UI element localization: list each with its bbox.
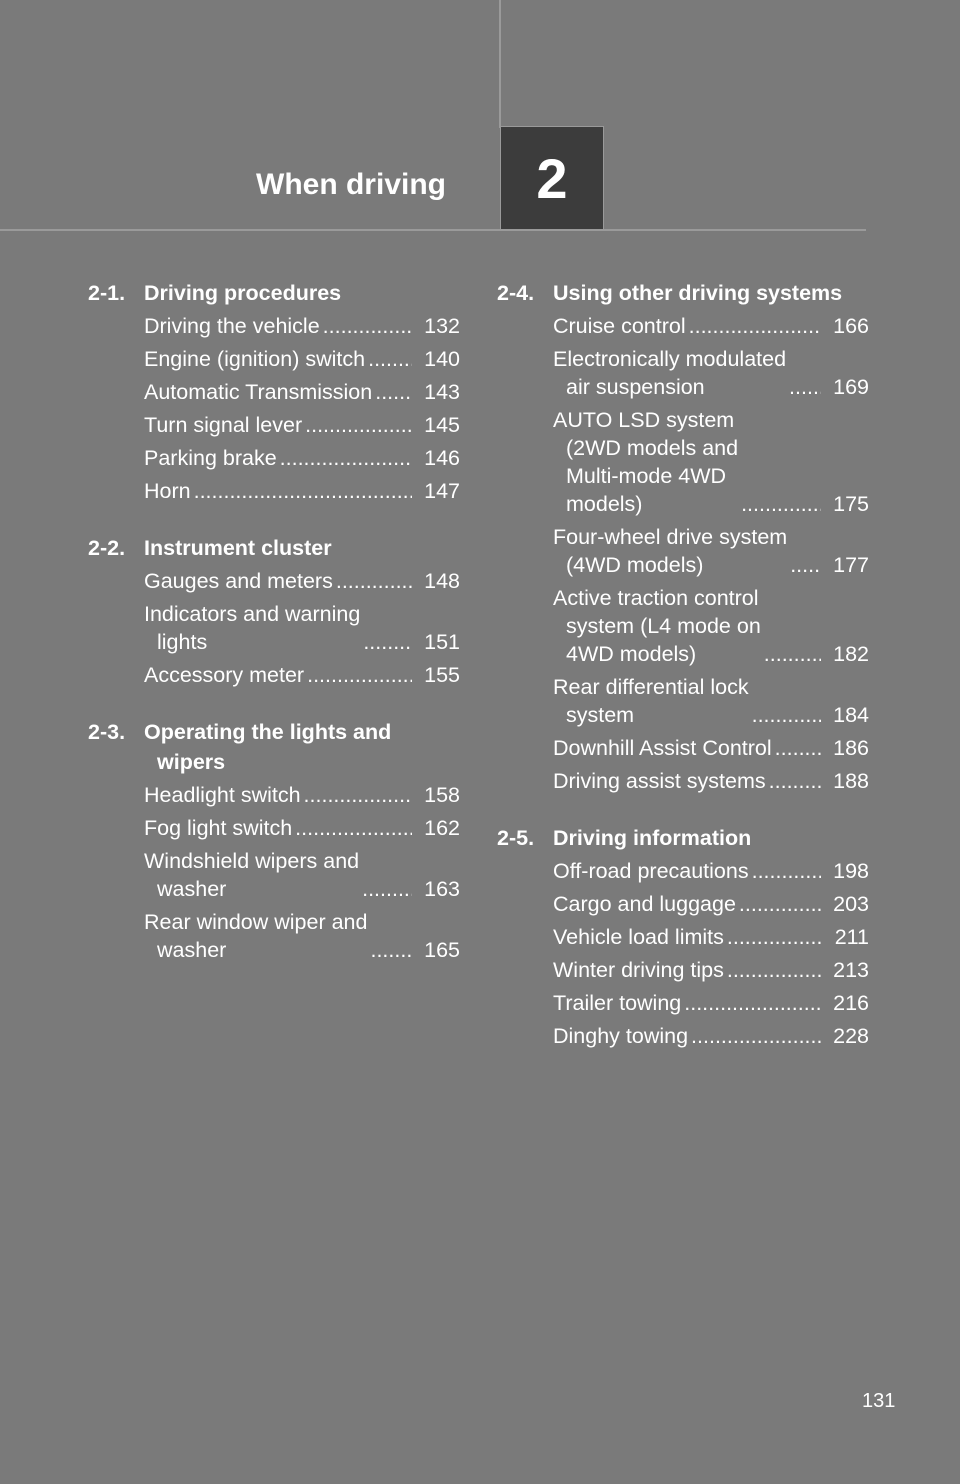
toc-entry-label[interactable]: Turn signal lever (144, 413, 303, 437)
toc-entry[interactable] (497, 406, 869, 518)
toc-entry-label[interactable]: Fog light switch (144, 816, 293, 840)
toc-entry-text (553, 767, 821, 795)
toc-entry[interactable] (497, 312, 869, 340)
header-vertical-rule (499, 0, 501, 128)
toc-entry-text (553, 584, 821, 668)
toc-entry-label[interactable]: Rear differential lock system (553, 675, 749, 727)
toc-entry-text (144, 908, 412, 964)
chapter-number-box (500, 126, 604, 230)
toc-entry[interactable] (497, 767, 869, 795)
toc-entry-label[interactable]: Cargo and luggage (553, 892, 736, 916)
dot-leader (191, 477, 412, 505)
toc-entry[interactable] (88, 908, 460, 964)
toc-entry-label[interactable]: Electronically modulated air suspension (553, 347, 787, 399)
dot-leader (359, 875, 412, 903)
dot-leader (372, 378, 412, 406)
toc-entry-label[interactable]: Parking brake (144, 446, 277, 470)
dot-leader (686, 312, 821, 340)
toc-entry[interactable] (497, 923, 869, 951)
dot-leader (301, 781, 412, 809)
dot-leader (360, 628, 412, 656)
toc-entry-label[interactable]: Active traction control system (L4 mode on 4WD models) (553, 586, 761, 666)
toc-entry-page[interactable]: 162 (424, 816, 460, 840)
toc-entry[interactable] (88, 847, 460, 903)
toc-entry-text (553, 406, 821, 518)
toc-entry-label[interactable]: Cruise control (553, 314, 686, 338)
dot-leader (766, 767, 821, 795)
toc-entry-page[interactable]: 143 (424, 380, 460, 404)
toc-entry-text (144, 567, 412, 595)
toc-entry-page[interactable]: 155 (424, 663, 460, 687)
toc-entry-label[interactable]: Downhill Assist Control (553, 736, 772, 760)
toc-entry-text (553, 890, 821, 918)
toc-entry-text (144, 781, 412, 809)
section-title: Driving procedures (144, 281, 342, 305)
toc-entry-page[interactable]: 198 (833, 859, 869, 883)
toc-entry-page[interactable]: 163 (424, 877, 460, 901)
dot-leader (302, 411, 412, 439)
toc-entry-page[interactable]: 148 (424, 569, 460, 593)
toc-entry[interactable] (88, 477, 460, 505)
toc-entry-label[interactable]: Accessory meter (144, 663, 305, 687)
dot-leader (292, 814, 412, 842)
section-title: Instrument cluster (144, 536, 332, 560)
dot-leader (772, 734, 821, 762)
toc-entry-label[interactable]: Windshield wipers and washer (144, 849, 360, 901)
toc-entry[interactable] (497, 345, 869, 401)
chapter-number: 2 (536, 146, 568, 210)
dot-leader (738, 490, 821, 518)
dot-leader (333, 567, 412, 595)
toc-entry[interactable] (497, 584, 869, 668)
toc-entry[interactable] (497, 734, 869, 762)
toc-entry-label[interactable]: Indicators and warning lights (144, 602, 361, 654)
toc-entry[interactable] (497, 890, 869, 918)
toc-entry-page[interactable]: 188 (833, 769, 869, 793)
toc-entry-label[interactable]: Engine (ignition) switch (144, 347, 366, 371)
toc-entry-label[interactable]: Winter driving tips (553, 958, 724, 982)
dot-leader (367, 936, 412, 964)
toc-entry-text (553, 523, 821, 579)
section-number: 2-2. (88, 536, 126, 560)
toc-entry[interactable] (88, 661, 460, 689)
section-title: Driving information (553, 826, 752, 850)
toc-entry-label[interactable]: Headlight switch (144, 783, 301, 807)
toc-entry-page[interactable]: 151 (424, 630, 460, 654)
toc-right-column (497, 278, 869, 1078)
toc-entry-page[interactable]: 147 (424, 479, 460, 503)
toc-entry-text (553, 312, 821, 340)
toc-entry-page[interactable]: 211 (834, 925, 869, 949)
toc-entry[interactable] (497, 523, 869, 579)
toc-entry-page[interactable]: 184 (833, 703, 869, 727)
toc-entry-label[interactable]: Rear window wiper and washer (144, 910, 368, 962)
toc-entry-page[interactable]: 132 (424, 314, 460, 338)
section-number: 2-4. (497, 281, 535, 305)
toc-entry-label[interactable]: Gauges and meters (144, 569, 333, 593)
section-heading (88, 717, 460, 777)
dot-leader (688, 1022, 821, 1050)
toc-section (88, 717, 460, 964)
section-heading (88, 533, 460, 563)
toc-entry[interactable] (497, 989, 869, 1017)
toc-entry[interactable] (88, 600, 460, 656)
toc-entry-page[interactable]: 169 (833, 375, 869, 399)
section-heading (88, 278, 460, 308)
toc-entry[interactable] (497, 956, 869, 984)
toc-entry-page[interactable]: 203 (833, 892, 869, 916)
dot-leader (681, 989, 821, 1017)
toc-entry-text (553, 956, 821, 984)
toc-left-column (88, 278, 460, 992)
toc-entry[interactable] (88, 411, 460, 439)
toc-entry[interactable] (88, 378, 460, 406)
toc-entry[interactable] (497, 857, 869, 885)
toc-entry-page[interactable]: 145 (424, 413, 460, 437)
section-heading (497, 278, 869, 308)
toc-entry-text (553, 734, 821, 762)
dot-leader (786, 373, 821, 401)
toc-entry-page[interactable]: 140 (424, 347, 460, 371)
toc-entry-text (553, 345, 821, 401)
toc-entry[interactable] (497, 673, 869, 729)
dot-leader (749, 857, 821, 885)
toc-entry-text (553, 857, 821, 885)
dot-leader (724, 956, 821, 984)
toc-entry[interactable] (88, 345, 460, 373)
toc-entry-page[interactable]: 177 (833, 553, 869, 577)
section-number: 2-1. (88, 281, 126, 305)
section-number: 2-5. (497, 826, 535, 850)
toc-entry[interactable] (88, 567, 460, 595)
toc-entry-text (553, 989, 821, 1017)
toc-entry[interactable] (88, 444, 460, 472)
toc-entry-page[interactable]: 228 (833, 1024, 869, 1048)
toc-entry-page[interactable]: 146 (424, 446, 460, 470)
section-heading (497, 823, 869, 853)
toc-entry-label[interactable]: Four-wheel drive system (4WD models) (553, 525, 788, 577)
toc-entry-text (144, 814, 412, 842)
toc-entry[interactable] (88, 814, 460, 842)
toc-entry-text (553, 673, 821, 729)
dot-leader (304, 661, 412, 689)
toc-entry-text (144, 847, 412, 903)
header-horizontal-rule (0, 229, 866, 231)
dot-leader (787, 551, 821, 579)
toc-entry-label[interactable]: AUTO LSD system (2WD models and Multi-mode 4WD models) (553, 408, 739, 516)
toc-entry-page[interactable]: 166 (833, 314, 869, 338)
toc-entry-page[interactable]: 175 (833, 492, 869, 516)
dot-leader (724, 923, 821, 951)
toc-entry-label[interactable]: Driving assist systems (553, 769, 766, 793)
dot-leader (365, 345, 412, 373)
toc-entry[interactable] (497, 1022, 869, 1050)
toc-entry-label[interactable]: Automatic Transmission (144, 380, 373, 404)
dot-leader (736, 890, 821, 918)
toc-section (88, 533, 460, 689)
toc-entry-page[interactable]: 165 (424, 938, 460, 962)
toc-entry-text (144, 444, 412, 472)
section-title: Using other driving systems (553, 281, 843, 305)
toc-entry-text (144, 600, 412, 656)
dot-leader (761, 640, 821, 668)
chapter-title: When driving (256, 168, 446, 201)
toc-section (497, 823, 869, 1050)
toc-entry-text (144, 345, 412, 373)
toc-entry-text (553, 923, 821, 951)
toc-entry[interactable] (88, 312, 460, 340)
toc-entry-text (144, 312, 412, 340)
toc-entry-label[interactable]: Dinghy towing (553, 1024, 689, 1048)
toc-section (497, 278, 869, 795)
toc-entry-label[interactable]: Off-road precautions (553, 859, 749, 883)
toc-section (88, 278, 460, 505)
toc-entry-page[interactable]: 182 (833, 642, 869, 666)
toc-entry-text (553, 1022, 821, 1050)
toc-entry-page[interactable]: 213 (833, 958, 869, 982)
toc-entry-text (144, 411, 412, 439)
toc-entry-text (144, 477, 412, 505)
toc-entry-label[interactable]: Vehicle load limits (553, 925, 724, 949)
toc-entry-text (144, 661, 412, 689)
toc-entry-page[interactable]: 186 (833, 736, 869, 760)
dot-leader (277, 444, 412, 472)
section-title: Operating the lights and wipers (144, 720, 392, 774)
dot-leader (320, 312, 412, 340)
toc-entry-label[interactable]: Driving the vehicle (144, 314, 320, 338)
toc-entry-text (144, 378, 412, 406)
section-number: 2-3. (88, 720, 126, 744)
page-number: 131 (862, 1390, 896, 1412)
toc-entry-page[interactable]: 216 (833, 991, 869, 1015)
toc-entry-page[interactable]: 158 (424, 783, 460, 807)
toc-entry-label[interactable]: Trailer towing (553, 991, 682, 1015)
toc-entry[interactable] (88, 781, 460, 809)
toc-entry-label[interactable]: Horn (144, 479, 191, 503)
dot-leader (749, 701, 821, 729)
